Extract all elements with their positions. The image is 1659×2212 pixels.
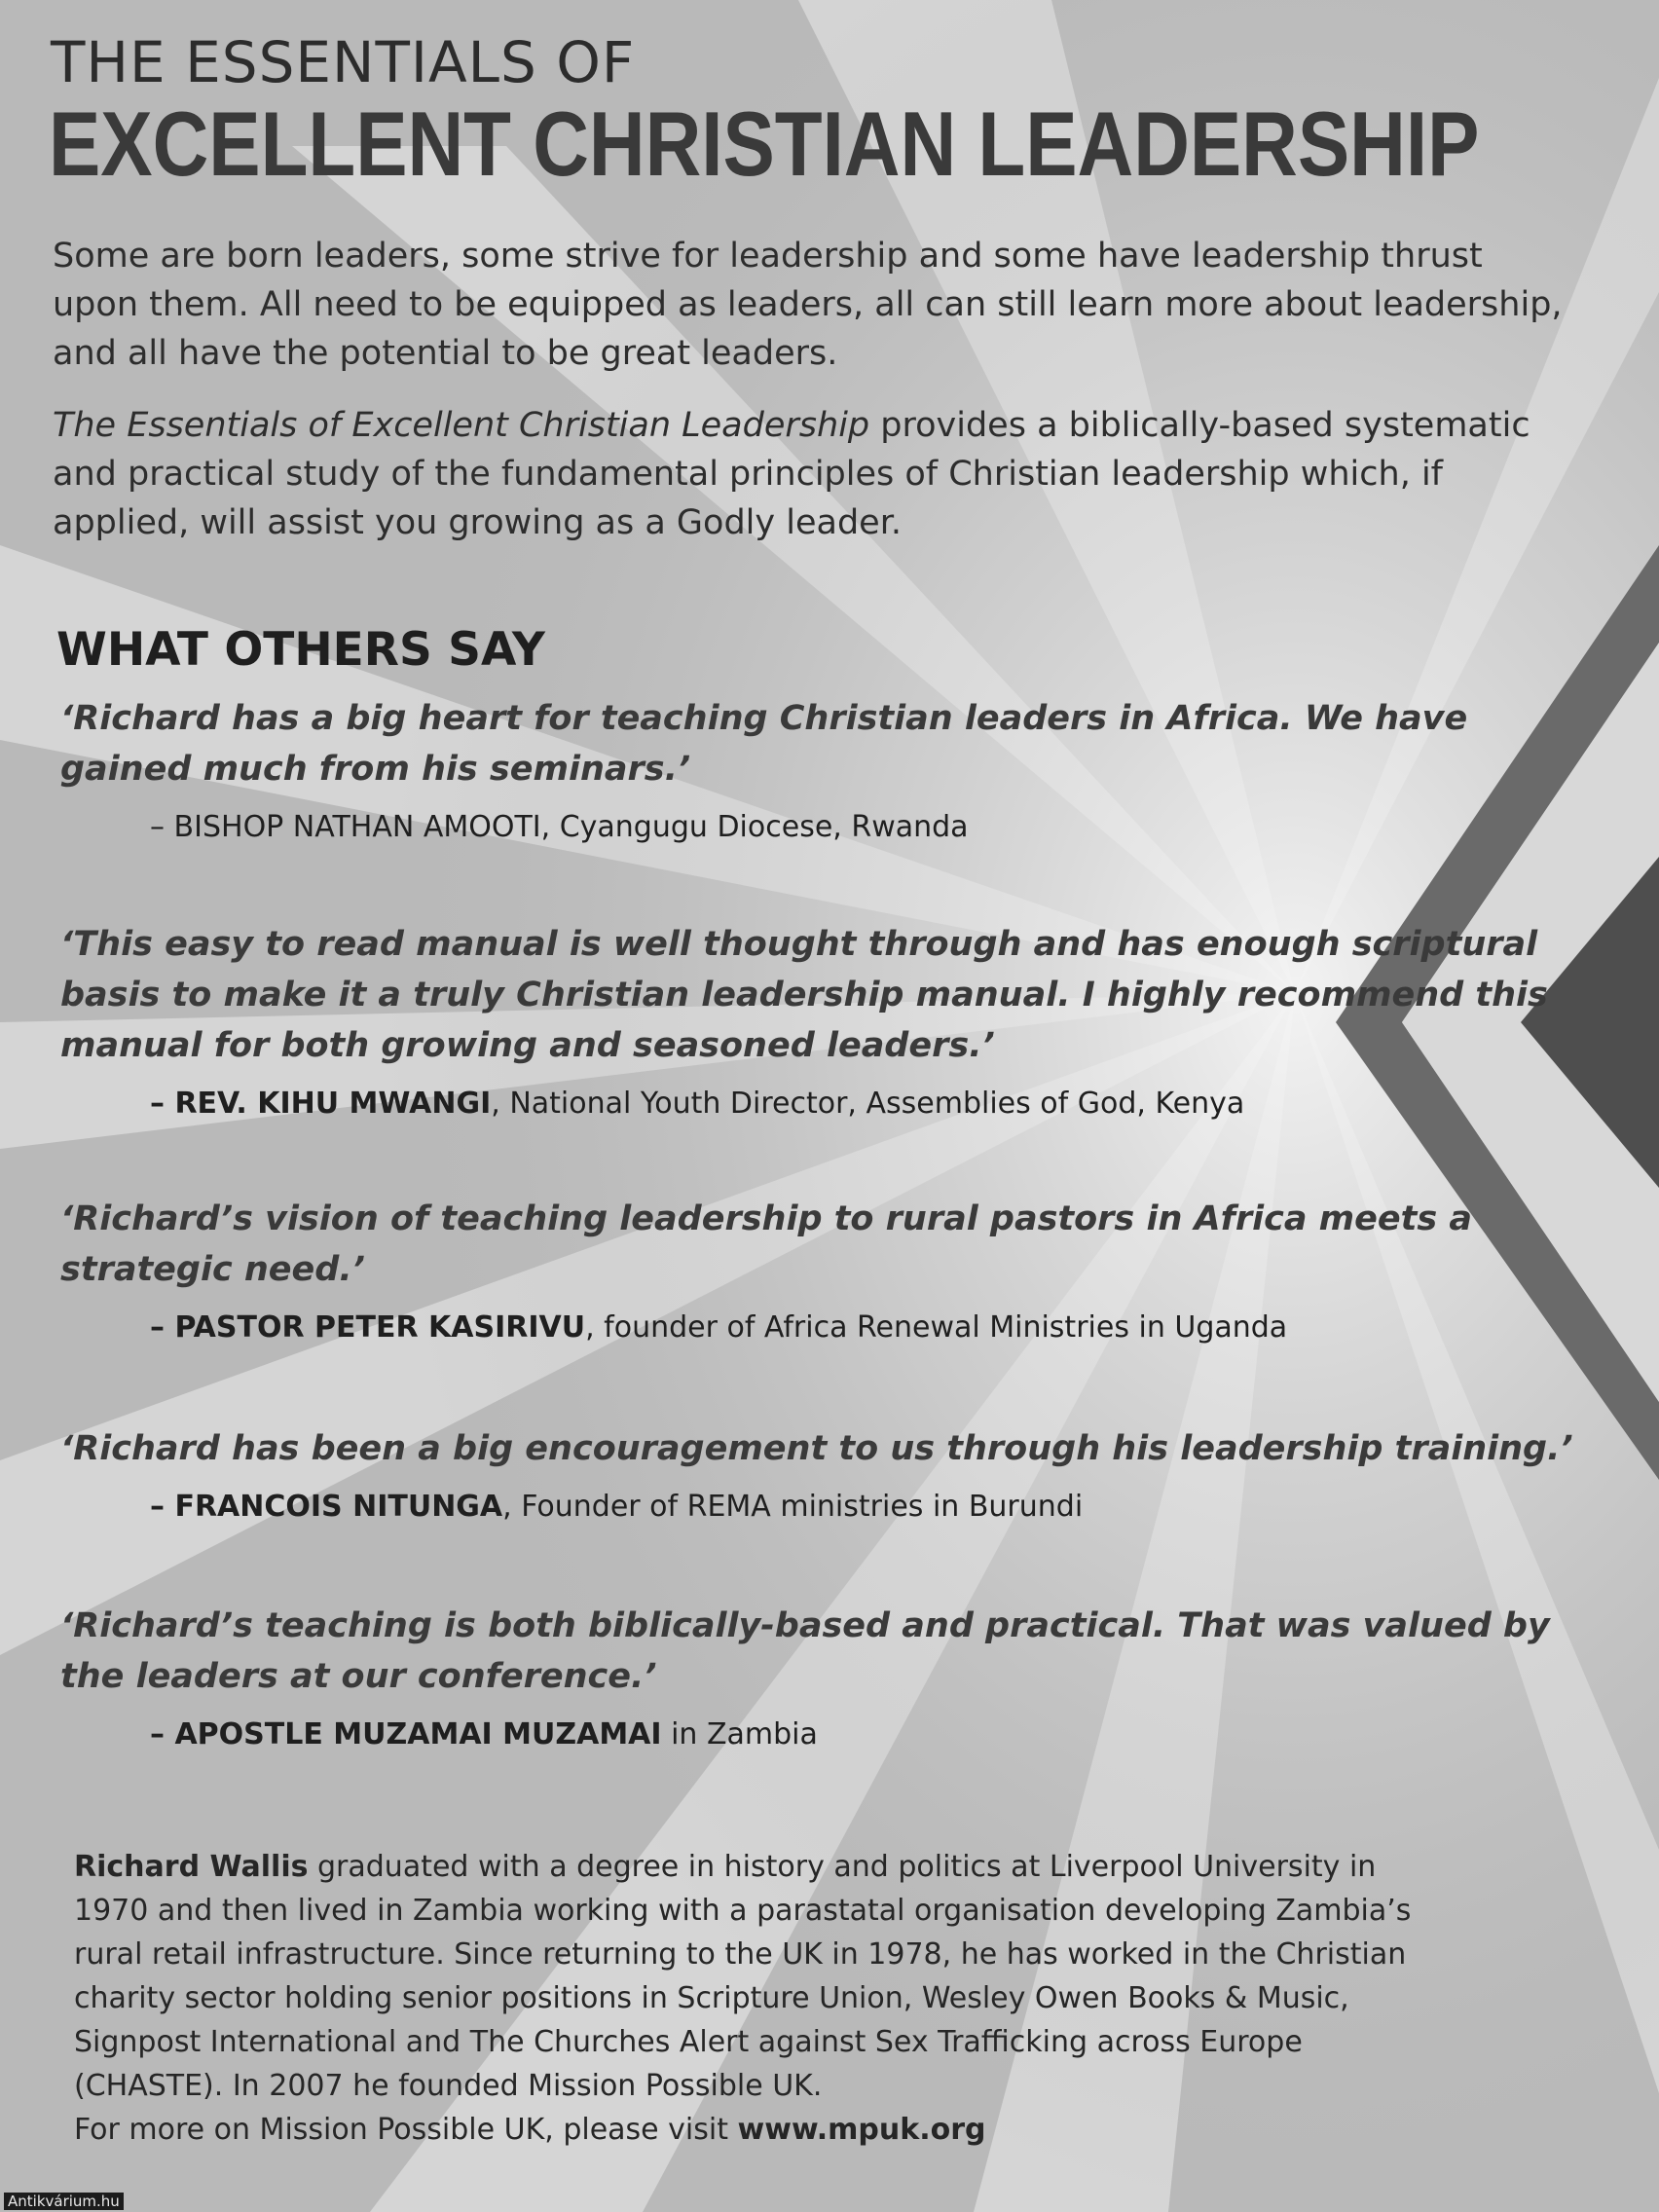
testimonial-5 <box>60 1601 1579 1754</box>
intro-paragraph-2 <box>53 401 1571 547</box>
testimonial-2 <box>60 919 1579 1124</box>
testimonial-attribution <box>150 1488 1579 1527</box>
testimonial-attribution <box>150 1715 1579 1754</box>
title-line-1: THE ESSENTIALS OF <box>51 29 636 95</box>
testimonial-affiliation: , Founder of REMA ministries in Burundi <box>502 1490 1084 1524</box>
watermark: Antikvárium.hu <box>4 2193 124 2210</box>
testimonial-quote: ‘Richard has been a big encouragement to us through his leadership training.’ <box>60 1429 1573 1468</box>
testimonial-attribution <box>150 808 1579 847</box>
testimonial-quote: ‘This easy to read manual is well thought through and has enough scriptural basis to make it a truly Christian leadership manual. I highly recommend this manual for both growing and seasoned leaders.’ <box>60 925 1548 1065</box>
testimonial-4 <box>60 1423 1579 1527</box>
bio-text: graduated with a degree in history and politics at Liverpool University in 1970 and then lived in Zambia working with a parastatal organisation developing Zambia’s rural retail infrastructure. Since returning to the UK in 1978, he has worked in the Christian charity sector holding senior positions in Scripture Union, Wesley Owen Books & Music, Signpost International and The Churches Alert against Sex Trafficking across Europe (CHASTE). In 2007 he founded Mission Possible UK. <box>74 1850 1412 2103</box>
testimonial-name: – REV. KIHU MWANGI <box>150 1087 492 1121</box>
website-url: www.mpuk.org <box>737 2113 986 2147</box>
testimonial-affiliation: , National Youth Director, Assemblies of God, Kenya <box>491 1087 1245 1121</box>
intro-text <box>53 232 1571 571</box>
intro-paragraph-1: Some are born leaders, some strive for leadership and some have leadership thrust upon them. All need to be equipped as leaders, all can still learn more about leadership, and all have the potential to be great leaders. <box>53 237 1563 373</box>
testimonial-name: – APOSTLE MUZAMAI MUZAMAI <box>150 1717 662 1751</box>
testimonial-name: – BISHOP NATHAN AMOOTI <box>150 810 541 844</box>
testimonial-attribution <box>150 1309 1579 1347</box>
testimonial-name: – FRANCOIS NITUNGA <box>150 1490 503 1524</box>
testimonial-affiliation: in Zambia <box>661 1717 818 1751</box>
book-title-italic: The Essentials of Excellent Christian Leadership <box>53 406 870 445</box>
testimonial-quote: ‘Richard has a big heart for teaching Christian leaders in Africa. We have gained much from his seminars.’ <box>60 699 1468 789</box>
testimonial-name: – PASTOR PETER KASIRIVU <box>150 1310 586 1345</box>
title-line-2: EXCELLENT CHRISTIAN LEADERSHIP <box>49 92 1480 195</box>
bio-paragraph <box>74 1845 1456 2108</box>
testimonial-1 <box>60 693 1579 847</box>
bio-visit-text: For more on Mission Possible UK, please visit <box>74 2113 738 2147</box>
bio-author-name: Richard Wallis <box>74 1850 309 1884</box>
what-others-say-heading: WHAT OTHERS SAY <box>56 623 545 677</box>
bio-visit-line <box>74 2108 1456 2152</box>
testimonial-3 <box>60 1194 1579 1347</box>
testimonial-attribution <box>150 1085 1579 1124</box>
testimonial-quote: ‘Richard’s vision of teaching leadership to rural pastors in Africa meets a strategic need.’ <box>60 1199 1472 1289</box>
testimonial-quote: ‘Richard’s teaching is both biblically-based and practical. That was valued by the leaders at our conference.’ <box>60 1606 1550 1696</box>
testimonial-affiliation: , founder of Africa Renewal Ministries in Uganda <box>585 1310 1288 1345</box>
testimonial-affiliation: , Cyangugu Diocese, Rwanda <box>540 810 969 844</box>
intro-paragraph-2-text: provides a biblically-based systematic and practical study of the fundamental principles of Christian leadership which, if applied, will assist you growing as a Godly leader. <box>53 406 1530 542</box>
author-bio <box>74 1845 1456 2152</box>
